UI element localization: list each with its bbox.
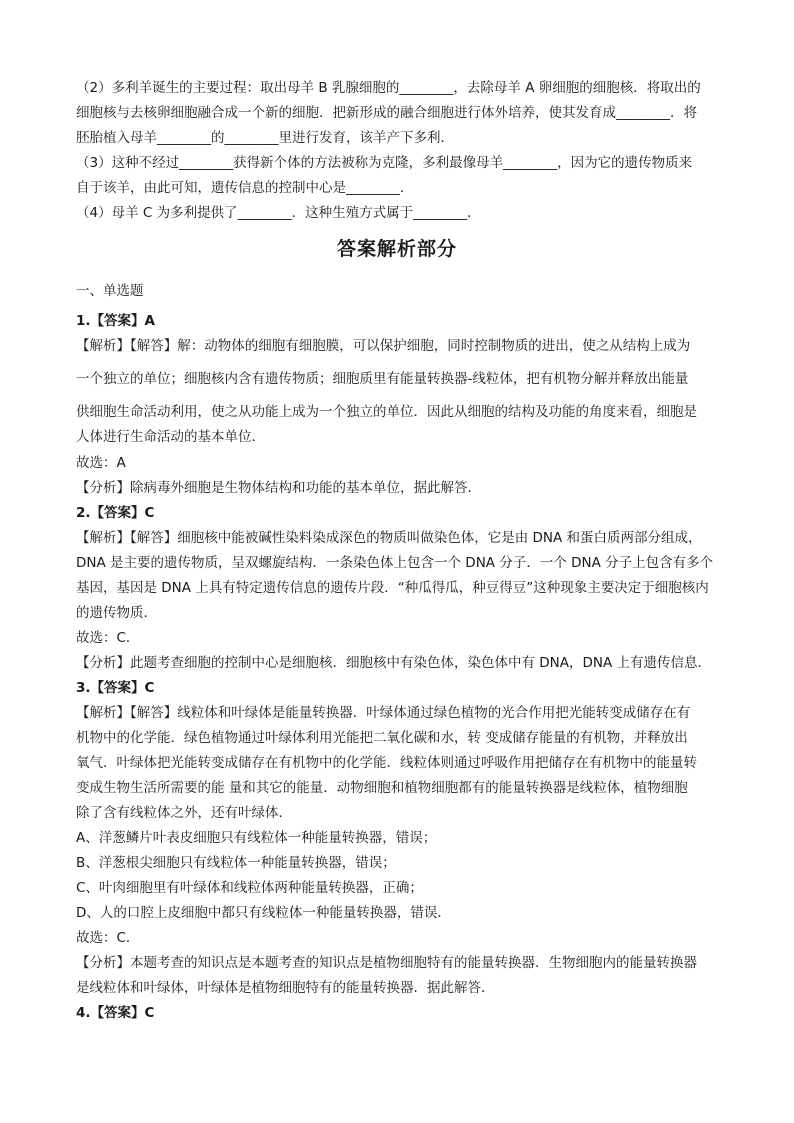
question-3-line-2: 自于该羊，由此可知，遗传信息的控制中心是________． [76,180,414,196]
answer-3-line-3: 氧气．叶绿体把光能转变成储存在有机物中的化学能．线粒体则通过呼吸作用把储存在有机物中的能量转 [76,755,697,771]
answer-2-line-5: 故选：C． [76,630,140,646]
answer-3-analysis-line-2: 是线粒体和叶绿体，叶绿体是植物细胞特有的能量转换器．据此解答． [76,980,495,996]
answer-1-line-6: 【分析】除病毒外细胞是生物体结构和功能的基本单位，据此解答． [76,480,481,496]
answer-3-line-2: 机物中的化学能．绿色植物通过叶绿体利用光能把二氧化碳和水，转 变成储存能量的有机物，并释放出 [76,730,688,746]
answer-3-line-1: 【解析】【解答】线粒体和叶绿体是能量转换器．叶绿体通过绿色植物的光合作用把光能转变成储存在有 [76,705,691,721]
answer-section-title: 答案解析部分 [336,238,457,260]
answer-4-heading: 4.【答案】C [76,1005,155,1021]
answer-3-option-a: A、洋葱鳞片叶表皮细胞只有线粒体一种能量转换器，错误； [76,830,437,846]
question-3-line-1: （3）这种不经过________获得新个体的方法被称为克隆，多利最像母羊________，因为它的遗传物质来 [76,155,693,171]
answer-3-analysis-line-1: 【分析】本题考查的知识点是本题考查的知识点是植物细胞特有的能量转换器．生物细胞内的能量转换器 [76,955,697,971]
answer-2-line-2: DNA 是主要的遗传物质，呈双螺旋结构．一条染色体上包含一个 DNA 分子．一个 DNA 分子上包含有多个 [76,555,714,571]
answer-3-option-d: D、人的口腔上皮细胞中都只有线粒体一种能量转换器，错误． [76,905,451,921]
question-2-line-1: （2）多利羊诞生的主要过程：取出母羊 B 乳腺细胞的________，去除母羊 A 卵细胞的细胞核．将取出的 [76,80,701,96]
answer-3-option-c: C、叶肉细胞里有叶绿体和线粒体两种能量转换器，正确； [76,880,423,896]
section-heading: 一、单选题 [76,283,144,299]
answer-1-line-1: 【解析】【解答】解：动物体的细胞有细胞膜，可以保护细胞，同时控制物质的进出，使之从结构上成为 [76,338,691,354]
answer-3-choice: 故选：C． [76,930,140,946]
answer-3-option-b: B、洋葱根尖细胞只有线粒体一种能量转换器，错误； [76,855,396,871]
answer-2-line-6: 【分析】此题考查细胞的控制中心是细胞核．细胞核中有染色体，染色体中有 DNA，DNA 上有遗传信息． [76,655,712,671]
question-2-line-3: 胚胎植入母羊________的________里进行发育，该羊产下多利． [76,130,454,146]
answer-3-line-5: 除了含有线粒体之外，还有叶绿体． [76,805,292,821]
answer-2-line-1: 【解析】【解答】细胞核中能被碱性染料染成深色的物质叫做染色体，它是由 DNA 和蛋白质两部分组成， [76,530,702,546]
question-4-line-1: （4）母羊 C 为多利提供了________．这种生殖方式属于________． [76,205,481,221]
answer-1-line-2: 一个独立的单位；细胞核内含有遗传物质；细胞质里有能量转换器-线粒体，把有机物分解并释放出能量 [76,371,689,387]
answer-1-line-5: 故选：A [76,455,126,471]
answer-3-heading: 3.【答案】C [76,680,155,696]
answer-3-line-4: 变成生物生活所需要的能 量和其它的能量．动物细胞和植物细胞都有的能量转换器是线粒体，植物细胞 [76,780,688,796]
answer-2-line-4: 的遗传物质． [76,605,157,621]
answer-1-line-4: 人体进行生命活动的基本单位． [76,429,265,445]
answer-2-heading: 2.【答案】C [76,505,155,521]
answer-1-line-3: 供细胞生命活动利用，使之从功能上成为一个独立的单位．因此从细胞的结构及功能的角度来看，细胞是 [76,404,697,420]
answer-1-heading: 1.【答案】A [76,313,155,329]
question-2-line-2: 细胞核与去核卵细胞融合成一个新的细胞．把新形成的融合细胞进行体外培养，使其发育成________．将 [76,105,697,121]
answer-2-line-3: 基因，基因是 DNA 上具有特定遗传信息的遗传片段．“种瓜得瓜，种豆得豆”这种现象主要决定于细胞核内 [76,580,709,596]
